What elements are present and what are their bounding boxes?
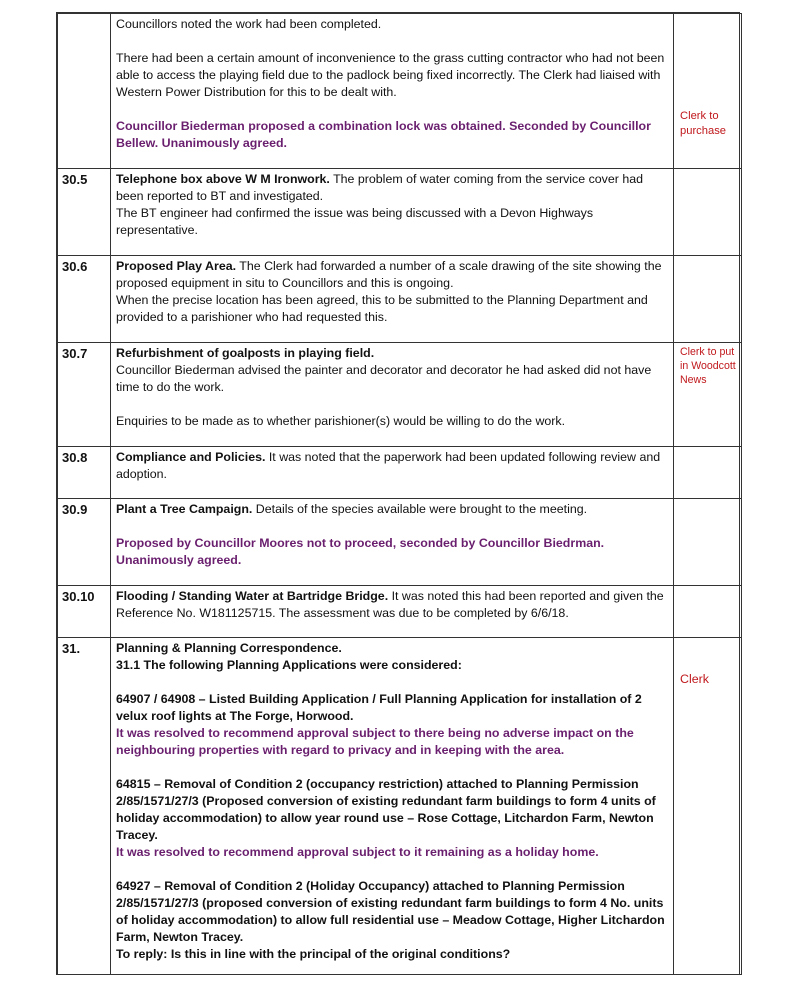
- table-row: [58, 447, 742, 499]
- item-heading: Proposed Play Area.: [116, 259, 237, 273]
- table-row: [58, 638, 742, 975]
- table-row: [58, 256, 742, 343]
- action-cell: [674, 14, 742, 169]
- item-heading: Planning & Planning Correspondence.: [116, 641, 342, 655]
- item-text: Councillors noted the work had been completed.: [116, 17, 382, 31]
- planning-application: 64927 – Removal of Condition 2 (Holiday Occupancy) attached to Planning Permission 2/85/1571/27/3 (proposed conversion of existing redundant farm buildings to form 4 No. units of holiday accommodation) to allow full residential use – Meadow Cottage, Higher Litchardon Farm, Newton Tracey.: [116, 879, 665, 944]
- item-content: [111, 343, 674, 447]
- item-number: 30.7: [58, 343, 111, 447]
- item-content: [111, 169, 674, 256]
- item-heading: Refurbishment of goalposts in playing field.: [116, 346, 375, 360]
- item-content: [111, 447, 674, 499]
- item-text: It was noted this had been reported and given the Reference No. W181125715. The assessment was due to be completed by 6/6/18.: [116, 589, 664, 620]
- item-text: The BT engineer had confirmed the issue was being discussed with a Devon Highways representative.: [116, 206, 594, 237]
- item-number: 30.6: [58, 256, 111, 343]
- action-cell: [674, 256, 742, 343]
- reply-text: To reply: Is this in line with the principal of the original conditions?: [116, 947, 511, 961]
- item-heading: Compliance and Policies.: [116, 450, 266, 464]
- minutes-page: [56, 12, 740, 975]
- resolution-text: Councillor Biederman proposed a combination lock was obtained. Seconded by Councillor Bellew. Unanimously agreed.: [116, 119, 651, 150]
- item-subheading: 31.1 The following Planning Applications were considered:: [116, 658, 462, 672]
- item-text: When the precise location has been agreed, this to be submitted to the Planning Department and provided to a parishioner who had requested this.: [116, 293, 648, 324]
- item-text: The Clerk had forwarded a number of a scale drawing of the site showing the proposed equipment in situ to Councillors and this is ongoing.: [116, 259, 662, 290]
- item-content: [111, 256, 674, 343]
- table-row: [58, 169, 742, 256]
- item-text: There had been a certain amount of inconvenience to the grass cutting contractor who had not been able to access the playing field due to the padlock being fixed incorrectly. The Clerk had liaised with Western Power Distribution for this to be dealt with.: [116, 51, 665, 99]
- item-number: 30.9: [58, 499, 111, 586]
- action-cell: [674, 499, 742, 586]
- item-heading: Flooding / Standing Water at Bartridge Bridge.: [116, 589, 389, 603]
- action-text: Clerk to purchase: [680, 110, 727, 137]
- item-content: [111, 638, 674, 975]
- item-text: Details of the species available were brought to the meeting.: [252, 502, 588, 516]
- item-number: 30.10: [58, 586, 111, 638]
- item-text: The problem of water coming from the service cover had been reported to BT and investigated.: [116, 172, 643, 203]
- action-cell: [674, 169, 742, 256]
- action-cell: [674, 447, 742, 499]
- item-text: It was noted that the paperwork had been updated following review and adoption.: [116, 450, 661, 481]
- table-row: [58, 586, 742, 638]
- resolution-text: Proposed by Councillor Moores not to proceed, seconded by Councillor Biedrman. Unanimously agreed.: [116, 536, 605, 567]
- item-text: Councillor Biederman advised the painter and decorator and decorator he had asked did not have time to do the work.: [116, 363, 652, 394]
- item-content: [111, 499, 674, 586]
- resolution-text: It was resolved to recommend approval subject to it remaining as a holiday home.: [116, 845, 599, 859]
- item-number: 31.: [58, 638, 111, 975]
- planning-application: 64815 – Removal of Condition 2 (occupancy restriction) attached to Planning Permission 2/85/1571/27/3 (Proposed conversion of existing redundant farm buildings to form 4 units of holiday accommodation) to allow year round use – Rose Cottage, Litchardon Farm, Newton Tracey.: [116, 777, 656, 842]
- table-row: [58, 14, 742, 169]
- action-text: Clerk to put in Woodcott News: [674, 343, 742, 447]
- resolution-text: It was resolved to recommend approval subject to there being no adverse impact on the neighbouring properties with regard to privacy and in keeping with the area.: [116, 726, 634, 757]
- action-cell: [674, 586, 742, 638]
- minutes-table: [57, 13, 742, 975]
- item-heading: Telephone box above W M Ironwork.: [116, 172, 330, 186]
- item-number: [58, 14, 111, 169]
- item-heading: Plant a Tree Campaign.: [116, 502, 253, 516]
- action-cell: [674, 638, 742, 975]
- table-row: [58, 343, 742, 447]
- action-text: Clerk: [680, 672, 709, 686]
- table-row: [58, 499, 742, 586]
- item-content: [111, 586, 674, 638]
- item-number: 30.8: [58, 447, 111, 499]
- item-number: 30.5: [58, 169, 111, 256]
- item-content: [111, 14, 674, 169]
- item-text: Enquiries to be made as to whether parishioner(s) would be willing to do the work.: [116, 414, 566, 428]
- planning-application: 64907 / 64908 – Listed Building Application / Full Planning Application for installation of 2 velux roof lights at The Forge, Horwood.: [116, 692, 642, 723]
